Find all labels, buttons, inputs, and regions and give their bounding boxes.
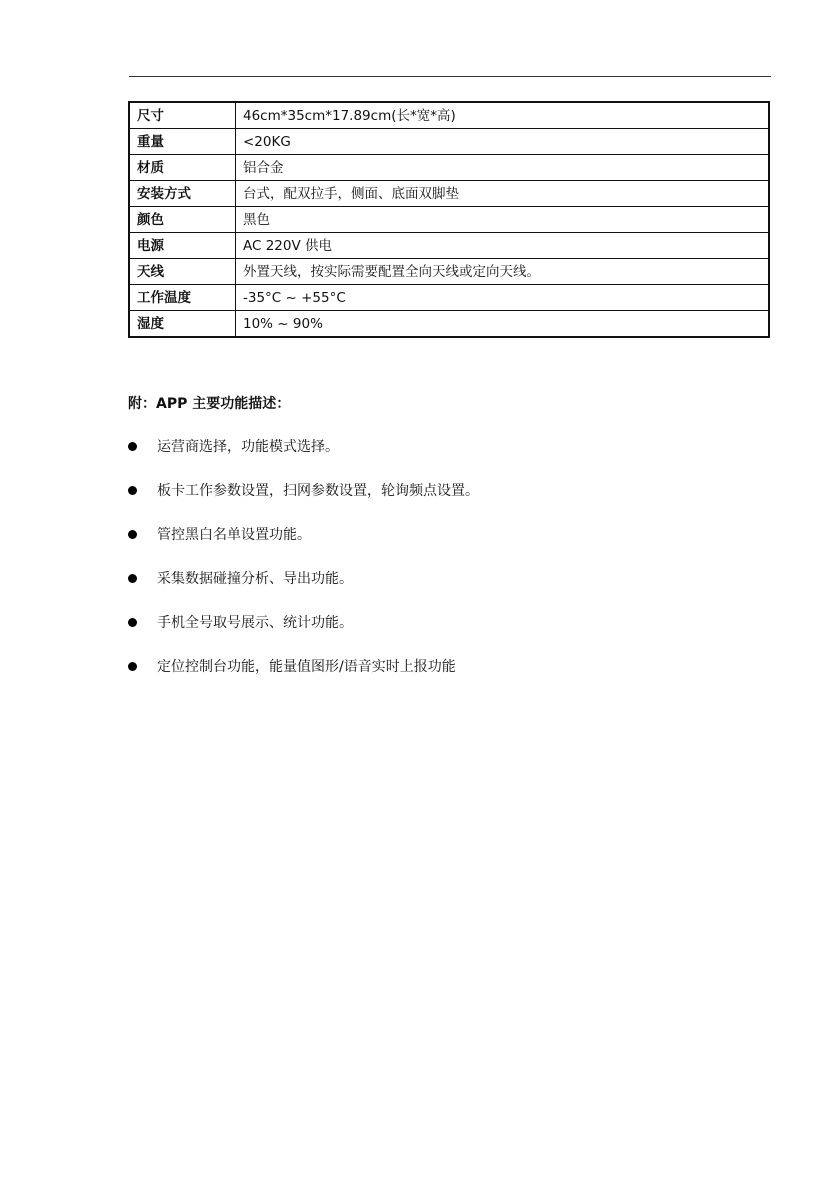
table-row (129, 102, 769, 129)
bullet-icon (128, 486, 137, 495)
table-row (129, 259, 769, 285)
list-item-text: 定位控制台功能，能量值图形/语音实时上报功能 (157, 659, 456, 675)
bullet-icon (128, 618, 137, 627)
spec-key-power: 电源 (129, 233, 236, 259)
list-item-text: 板卡工作参数设置，扫网参数设置，轮询频点设置。 (157, 483, 479, 499)
spec-table (128, 101, 770, 338)
spec-key-humidity: 湿度 (129, 311, 236, 338)
spec-value-power: AC 220V 供电 (236, 233, 770, 259)
list-item-text: 运营商选择，功能模式选择。 (157, 439, 339, 455)
table-row (129, 155, 769, 181)
bullet-icon (128, 530, 137, 539)
spec-key-color: 颜色 (129, 207, 236, 233)
spec-key-weight: 重量 (129, 129, 236, 155)
spec-key-operating-temperature: 工作温度 (129, 285, 236, 311)
table-row (129, 129, 769, 155)
spec-value-operating-temperature: -35°C ~ +55°C (236, 285, 770, 311)
spec-value-size: 46cm*35cm*17.89cm(长*宽*高) (236, 102, 770, 129)
spec-value-installation: 台式，配双拉手，侧面、底面双脚垫 (236, 181, 770, 207)
table-row (129, 311, 769, 338)
table-row (129, 207, 769, 233)
bullet-icon (128, 442, 137, 451)
bullet-icon (128, 574, 137, 583)
table-row (129, 233, 769, 259)
list-item-text: 采集数据碰撞分析、导出功能。 (157, 571, 353, 587)
table-row (129, 285, 769, 311)
list-item (128, 437, 768, 481)
list-item-text: 手机全号取号展示、统计功能。 (157, 615, 353, 631)
bullet-icon (128, 662, 137, 671)
list-item (128, 525, 768, 569)
spec-key-material: 材质 (129, 155, 236, 181)
spec-value-weight: <20KG (236, 129, 770, 155)
spec-key-size: 尺寸 (129, 102, 236, 129)
list-item (128, 613, 768, 657)
app-feature-list (128, 437, 768, 701)
spec-value-color: 黑色 (236, 207, 770, 233)
spec-value-humidity: 10% ~ 90% (236, 311, 770, 338)
table-row (129, 181, 769, 207)
spec-key-installation: 安装方式 (129, 181, 236, 207)
header-rule (129, 76, 771, 77)
app-section-title: 附：APP 主要功能描述： (128, 396, 291, 412)
spec-key-antenna: 天线 (129, 259, 236, 285)
list-item (128, 569, 768, 613)
list-item (128, 657, 768, 701)
list-item (128, 481, 768, 525)
list-item-text: 管控黑白名单设置功能。 (157, 527, 311, 543)
spec-value-material: 铝合金 (236, 155, 770, 181)
spec-value-antenna: 外置天线，按实际需要配置全向天线或定向天线。 (236, 259, 770, 285)
